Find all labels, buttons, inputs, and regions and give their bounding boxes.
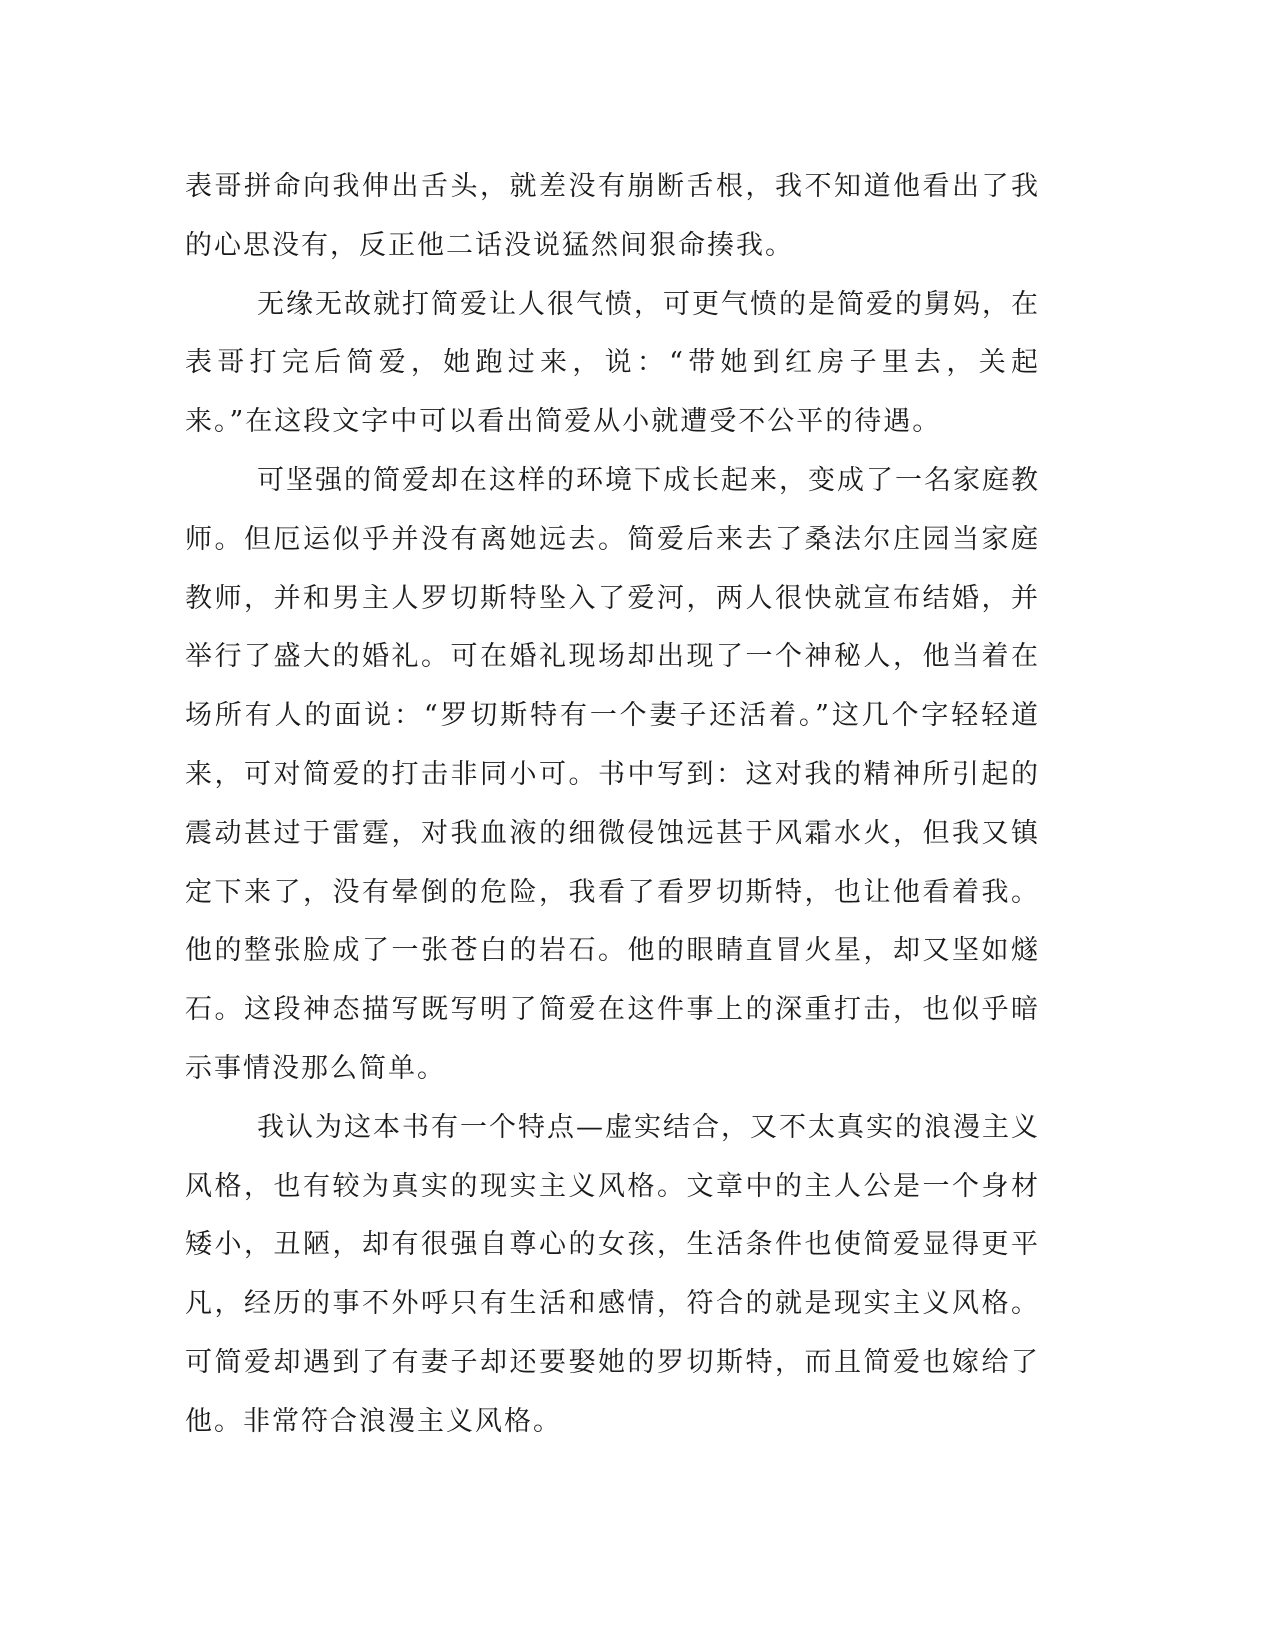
paragraph-1: 表哥拼命向我伸出舌头，就差没有崩断舌根，我不知道他看出了我的心思没有，反正他二话没说猛然间狠命揍我。 bbox=[185, 171, 1040, 261]
paragraph-2: 无缘无故就打简爱让人很气愤，可更气愤的是简爱的舅妈，在表哥打完后简爱，她跑过来，说：“带她到红房子里去，关起来。”在这段文字中可以看出简爱从小就遭受不公平的待遇。 bbox=[185, 288, 1040, 438]
paragraph-4: 我认为这本书有一个特点—虚实结合，又不太真实的浪漫主义风格，也有较为真实的现实主义风格。文章中的主人公是一个身材矮小，丑陋，却有很强自尊心的女孩，生活条件也使简爱显得更平凡，经历的事不外呼只有生活和感情，符合的就是现实主义风格。可简爱却遇到了有妻子却还要娶她的罗切斯特，而且简爱也嫁给了他。非常符合浪漫主义风格。 bbox=[185, 1111, 1040, 1437]
body-text bbox=[185, 158, 1040, 1452]
paragraph-3: 可坚强的简爱却在这样的环境下成长起来，变成了一名家庭教师。但厄运似乎并没有离她远去。简爱后来去了桑法尔庄园当家庭教师，并和男主人罗切斯特坠入了爱河，两人很快就宣布结婚，并举行了盛大的婚礼。可在婚礼现场却出现了一个神秘人，他当着在场所有人的面说：“罗切斯特有一个妻子还活着。”这几个字轻轻道来，可对简爱的打击非同小可。书中写到：这对我的精神所引起的震动甚过于雷霆，对我血液的细微侵蚀远甚于风霜水火，但我又镇定下来了，没有晕倒的危险，我看了看罗切斯特，也让他看着我。他的整张脸成了一张苍白的岩石。他的眼睛直冒火星，却又坚如燧石。这段神态描写既写明了简爱在这件事上的深重打击，也似乎暗示事情没那么简单。 bbox=[185, 464, 1040, 1084]
